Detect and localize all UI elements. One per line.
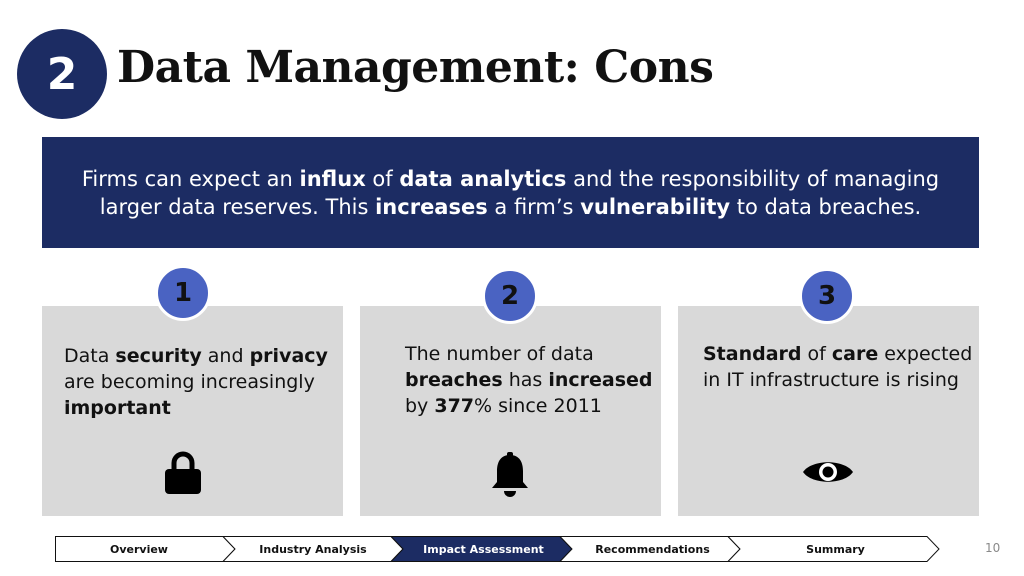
section-progress-nav [55,536,940,562]
card-text-part: and [201,345,250,367]
nav-item-recommendations[interactable]: Recommendations [595,542,710,556]
bell-icon [491,452,529,498]
card-number-badge: 2 [482,268,538,324]
section-number-badge [17,29,107,119]
summary-banner [42,137,979,248]
card-text-bold: privacy [249,345,328,367]
card-text-bold: care [831,343,879,365]
nav-item-impact-assessment[interactable]: Impact Assessment [423,542,544,556]
banner-text-bold: increases [375,194,488,219]
nav-item-summary[interactable]: Summary [806,542,865,556]
card-text-bold: increased [548,369,653,391]
lock-icon [164,450,202,494]
card-number-badge: 3 [799,268,855,324]
banner-text-part: and the responsibility of managing larger data reserves. This [99,166,940,219]
card-text-bold: Standard [703,343,802,365]
card-text-bold: important [64,397,171,419]
card-text-part: Data [64,345,116,367]
card-text-bold: breaches [405,369,503,391]
card-text-part: expected in IT infrastructure is rising [703,343,973,391]
card-text-part: are becoming increasingly [64,371,315,393]
card-text-part: by [405,395,435,417]
banner-text-bold: influx [299,166,366,191]
section-number: 2 [46,48,78,100]
card-text-part: The number of data [405,343,594,365]
nav-item-overview[interactable]: Overview [110,542,168,556]
card-text-part: has [502,369,549,391]
banner-text-bold: data analytics [399,166,567,191]
banner-text [72,165,949,221]
card-text [64,343,334,421]
card-text-bold: 377 [434,395,475,417]
banner-text-part: a firm’s [487,194,581,219]
banner-text-part: of [365,166,400,191]
slide-title: Data Management: Cons [117,42,714,93]
banner-text-bold: vulnerability [580,194,731,219]
card-number-badge: 1 [155,265,211,321]
card-text [703,341,973,393]
nav-item-industry-analysis[interactable]: Industry Analysis [259,542,367,556]
banner-text-part: to data breaches. [730,194,922,219]
card-text-part: of [801,343,832,365]
card-text-part: % since 2011 [474,395,602,417]
page-number: 10 [985,541,1001,555]
eye-icon [802,457,854,487]
banner-text-part: Firms can expect an [81,166,300,191]
card-text-bold: security [115,345,202,367]
card-text [405,341,655,419]
